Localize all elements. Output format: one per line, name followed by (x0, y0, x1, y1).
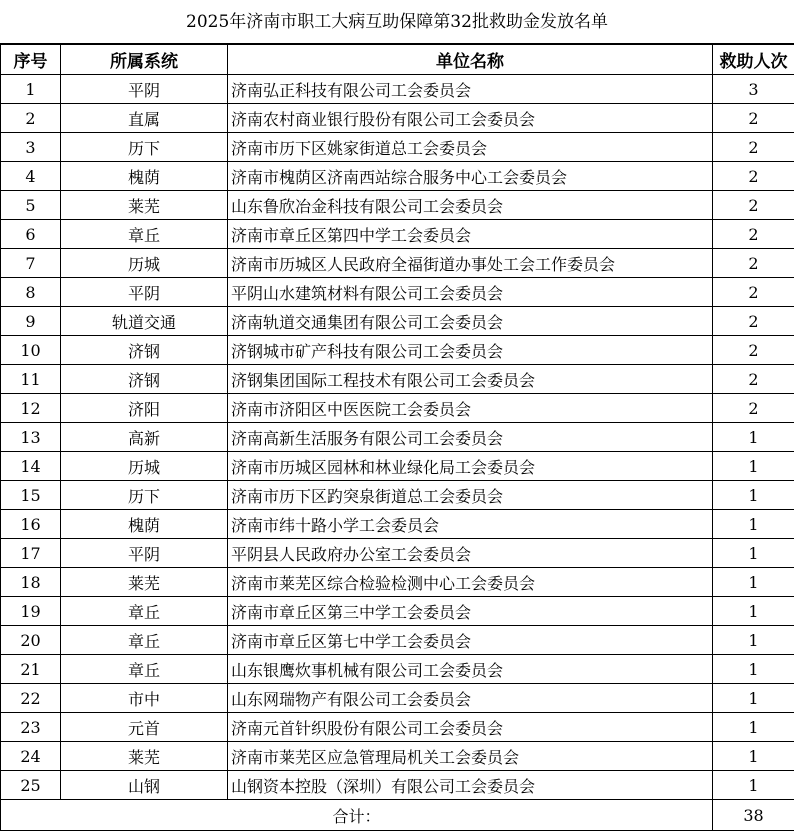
row-seq-cell: 20 (1, 626, 61, 655)
row-seq-cell: 21 (1, 655, 61, 684)
row-unit-cell: 济南市历下区趵突泉街道总工会委员会 (228, 481, 713, 510)
table-row (1, 423, 794, 452)
row-count-cell: 2 (713, 133, 794, 162)
row-system-cell: 济阳 (61, 394, 228, 423)
row-count-cell: 1 (713, 568, 794, 597)
row-seq-cell: 12 (1, 394, 61, 423)
row-count-cell: 2 (713, 249, 794, 278)
row-seq-cell: 13 (1, 423, 61, 452)
row-seq-cell: 9 (1, 307, 61, 336)
row-unit-cell: 济南轨道交通集团有限公司工会委员会 (228, 307, 713, 336)
row-unit-cell: 济南元首针织股份有限公司工会委员会 (228, 713, 713, 742)
table-row (1, 220, 794, 249)
row-count-cell: 2 (713, 278, 794, 307)
row-system-cell: 直属 (61, 104, 228, 133)
total-value: 38 (713, 800, 794, 831)
row-count-cell: 1 (713, 539, 794, 568)
row-system-cell: 历下 (61, 133, 228, 162)
row-system-cell: 槐荫 (61, 162, 228, 191)
table-row (1, 713, 794, 742)
row-count-cell: 2 (713, 307, 794, 336)
row-unit-cell: 山钢资本控股（深圳）有限公司工会委员会 (228, 771, 713, 800)
row-unit-cell: 山东鲁欣冶金科技有限公司工会委员会 (228, 191, 713, 220)
row-unit-cell: 山东网瑞物产有限公司工会委员会 (228, 684, 713, 713)
row-system-cell: 章丘 (61, 655, 228, 684)
table-row (1, 510, 794, 539)
row-unit-cell: 济南弘正科技有限公司工会委员会 (228, 75, 713, 104)
table-row (1, 626, 794, 655)
row-seq-cell: 23 (1, 713, 61, 742)
row-system-cell: 平阴 (61, 278, 228, 307)
row-count-cell: 3 (713, 75, 794, 104)
row-unit-cell: 济南市莱芜区应急管理局机关工会委员会 (228, 742, 713, 771)
row-system-cell: 平阴 (61, 75, 228, 104)
row-unit-cell: 济钢城市矿产科技有限公司工会委员会 (228, 336, 713, 365)
row-count-cell: 1 (713, 713, 794, 742)
row-unit-cell: 济南市历城区园林和林业绿化局工会委员会 (228, 452, 713, 481)
row-seq-cell: 15 (1, 481, 61, 510)
row-seq-cell: 16 (1, 510, 61, 539)
table-row (1, 162, 794, 191)
row-unit-cell: 济南市纬十路小学工会委员会 (228, 510, 713, 539)
row-system-cell: 济钢 (61, 365, 228, 394)
table-row (1, 742, 794, 771)
row-system-cell: 章丘 (61, 220, 228, 249)
row-count-cell: 1 (713, 684, 794, 713)
row-count-cell: 1 (713, 655, 794, 684)
row-system-cell: 章丘 (61, 597, 228, 626)
row-seq-cell: 5 (1, 191, 61, 220)
table-row (1, 133, 794, 162)
row-count-cell: 1 (713, 452, 794, 481)
row-count-cell: 1 (713, 626, 794, 655)
table-row (1, 568, 794, 597)
row-seq-cell: 18 (1, 568, 61, 597)
row-seq-cell: 4 (1, 162, 61, 191)
row-count-cell: 2 (713, 104, 794, 133)
row-seq-cell: 17 (1, 539, 61, 568)
table-row (1, 104, 794, 133)
row-seq-cell: 11 (1, 365, 61, 394)
row-seq-cell: 19 (1, 597, 61, 626)
aid-table (0, 44, 794, 831)
row-unit-cell: 济南高新生活服务有限公司工会委员会 (228, 423, 713, 452)
table-row (1, 307, 794, 336)
row-seq-cell: 22 (1, 684, 61, 713)
row-system-cell: 历城 (61, 249, 228, 278)
header-system: 所属系统 (61, 45, 228, 75)
row-unit-cell: 山东银鹰炊事机械有限公司工会委员会 (228, 655, 713, 684)
total-row (1, 800, 794, 831)
row-unit-cell: 济南市槐荫区济南西站综合服务中心工会委员会 (228, 162, 713, 191)
table-body (1, 75, 794, 800)
row-seq-cell: 1 (1, 75, 61, 104)
table-row (1, 452, 794, 481)
row-system-cell: 莱芜 (61, 191, 228, 220)
row-count-cell: 2 (713, 162, 794, 191)
row-system-cell: 历下 (61, 481, 228, 510)
row-system-cell: 轨道交通 (61, 307, 228, 336)
row-count-cell: 1 (713, 423, 794, 452)
row-seq-cell: 6 (1, 220, 61, 249)
row-system-cell: 槐荫 (61, 510, 228, 539)
row-unit-cell: 济南农村商业银行股份有限公司工会委员会 (228, 104, 713, 133)
row-unit-cell: 济南市章丘区第三中学工会委员会 (228, 597, 713, 626)
table-row (1, 597, 794, 626)
row-seq-cell: 14 (1, 452, 61, 481)
row-unit-cell: 济南市历城区人民政府全福街道办事处工会工作委员会 (228, 249, 713, 278)
row-unit-cell: 济南市莱芜区综合检验检测中心工会委员会 (228, 568, 713, 597)
row-unit-cell: 平阴县人民政府办公室工会委员会 (228, 539, 713, 568)
table-row (1, 336, 794, 365)
table-row (1, 655, 794, 684)
row-system-cell: 元首 (61, 713, 228, 742)
header-seq: 序号 (1, 45, 61, 75)
table-row (1, 394, 794, 423)
table-row (1, 278, 794, 307)
row-system-cell: 莱芜 (61, 742, 228, 771)
table-row (1, 75, 794, 104)
row-seq-cell: 24 (1, 742, 61, 771)
row-system-cell: 平阴 (61, 539, 228, 568)
row-seq-cell: 10 (1, 336, 61, 365)
row-count-cell: 2 (713, 336, 794, 365)
header-unit: 单位名称 (228, 45, 713, 75)
row-unit-cell: 平阴山水建筑材料有限公司工会委员会 (228, 278, 713, 307)
table-row (1, 771, 794, 800)
table-row (1, 684, 794, 713)
row-system-cell: 山钢 (61, 771, 228, 800)
row-system-cell: 历城 (61, 452, 228, 481)
row-count-cell: 1 (713, 742, 794, 771)
header-row (1, 45, 794, 75)
row-system-cell: 济钢 (61, 336, 228, 365)
row-unit-cell: 济南市历下区姚家街道总工会委员会 (228, 133, 713, 162)
row-count-cell: 2 (713, 365, 794, 394)
row-seq-cell: 25 (1, 771, 61, 800)
header-count: 救助人次 (713, 45, 794, 75)
sheet-title: 2025年济南市职工大病互助保障第32批救助金发放名单 (0, 0, 794, 44)
row-unit-cell: 济南市章丘区第七中学工会委员会 (228, 626, 713, 655)
row-seq-cell: 7 (1, 249, 61, 278)
table-row (1, 539, 794, 568)
table-row (1, 365, 794, 394)
table-row (1, 481, 794, 510)
row-system-cell: 章丘 (61, 626, 228, 655)
row-count-cell: 2 (713, 191, 794, 220)
row-system-cell: 高新 (61, 423, 228, 452)
table-row (1, 191, 794, 220)
row-unit-cell: 济南市济阳区中医医院工会委员会 (228, 394, 713, 423)
row-count-cell: 1 (713, 771, 794, 800)
row-system-cell: 莱芜 (61, 568, 228, 597)
row-system-cell: 市中 (61, 684, 228, 713)
row-count-cell: 2 (713, 220, 794, 249)
row-seq-cell: 3 (1, 133, 61, 162)
row-seq-cell: 8 (1, 278, 61, 307)
table-row (1, 249, 794, 278)
total-label: 合计： (1, 800, 713, 831)
row-count-cell: 2 (713, 394, 794, 423)
row-unit-cell: 济南市章丘区第四中学工会委员会 (228, 220, 713, 249)
row-seq-cell: 2 (1, 104, 61, 133)
row-unit-cell: 济钢集团国际工程技术有限公司工会委员会 (228, 365, 713, 394)
row-count-cell: 1 (713, 510, 794, 539)
row-count-cell: 1 (713, 481, 794, 510)
row-count-cell: 1 (713, 597, 794, 626)
